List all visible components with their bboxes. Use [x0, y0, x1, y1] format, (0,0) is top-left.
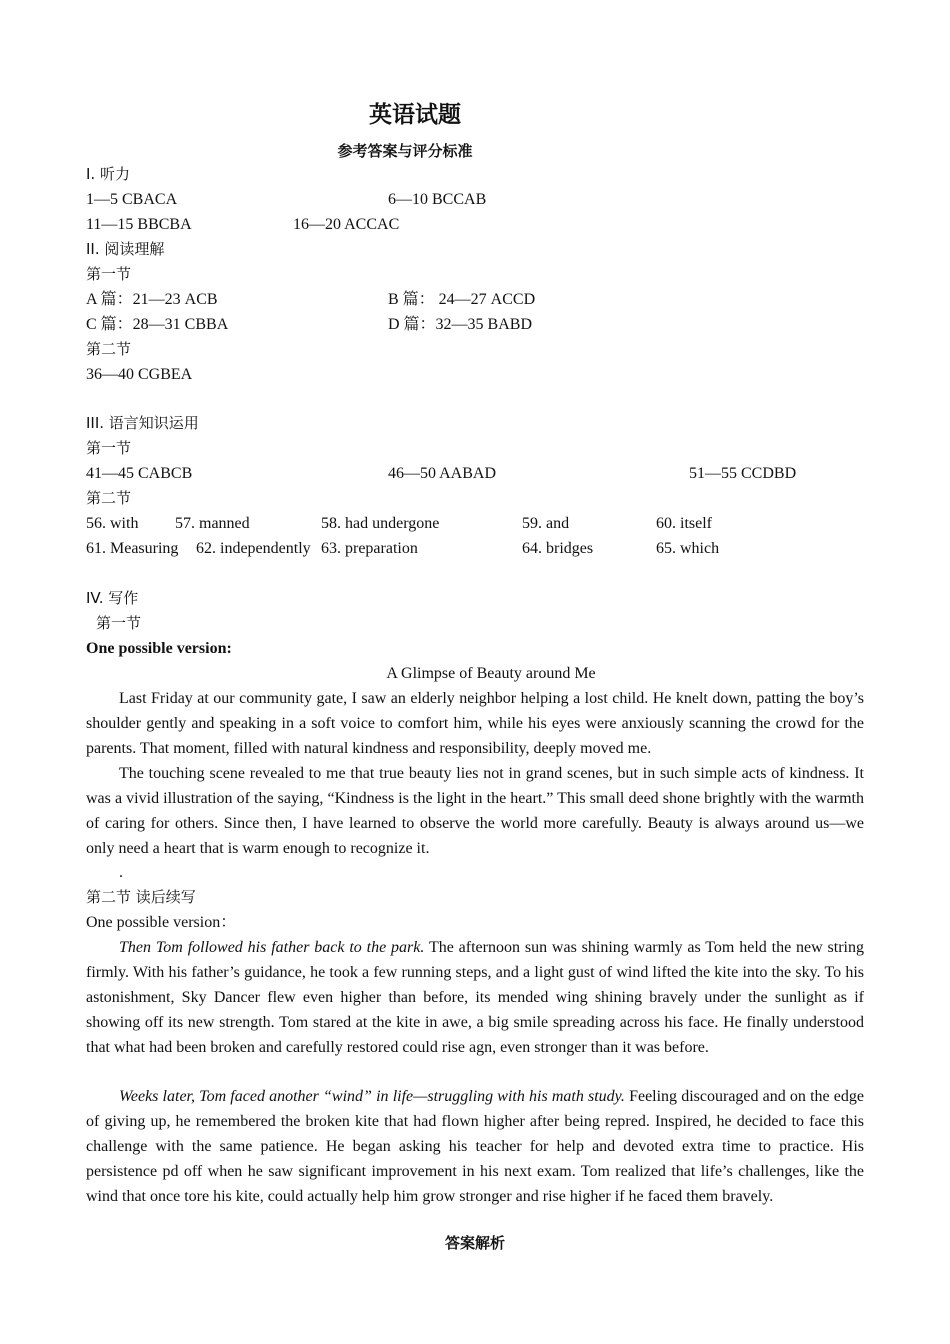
- language-row: [86, 461, 864, 486]
- writing-section2: 第二节 读后续写: [86, 888, 196, 906]
- story-body: Feeling discouraged and on the edge of giving up, he remembered the broken kite that had flown higher after being repred. Inspired, he decided to face this challenge with the same patience. He began asking his teacher for help and devoted extra time to practice. His persistence pd off when he saw significant improvement in his next exam. Tom realized that life’s challenges, like the wind that once tore his kite, could actually help him grow stronger and rise higher if he faced them bravely.: [86, 1088, 864, 1205]
- answer-cell: A 篇：21—23 ACB: [86, 291, 218, 308]
- version-label: One possible version:: [86, 640, 232, 657]
- answer-cell: 46—50 AABAD: [388, 465, 497, 482]
- stray-dot: .: [119, 864, 123, 881]
- reading-heading: II. 阅读理解: [86, 240, 165, 258]
- answer-cell: 41—45 CABCB: [86, 465, 193, 482]
- answer-cell: C 篇：28—31 CBBA: [86, 316, 229, 333]
- page-title: 英语试题: [369, 102, 461, 128]
- fill-row: [86, 511, 864, 536]
- page-subtitle: 参考答案与评分标准: [337, 142, 473, 160]
- essay-paragraph-2: The touching scene revealed to me that true beauty lies not in grand scenes, but in such simple acts of kindness. It was a vivid illustration of the saying, “Kindness is the light in the heart.” This small deed shone brightly with the warmth of caring for others. Since then, I have learned to observe the world more carefully. Beauty is always around us—we only need a heart that is warm enough to recognize it.: [86, 765, 864, 857]
- fill-row: [86, 536, 864, 561]
- story-paragraph-1: [86, 935, 864, 1060]
- writing-section1: 第一节: [96, 614, 142, 632]
- answer-cell: 57. manned: [175, 515, 250, 532]
- answer-cell: 58. had undergone: [321, 515, 440, 532]
- analysis-heading: 答案解析: [444, 1234, 505, 1252]
- story-lead-sentence: Then Tom followed his father back to the park.: [119, 939, 425, 956]
- reading-section2: 第二节: [86, 340, 132, 358]
- answer-cell: 16—20 ACCAC: [293, 216, 400, 233]
- listening-row: [86, 187, 864, 212]
- answer-cell: 6—10 BCCAB: [388, 191, 487, 208]
- reading-row: [86, 287, 864, 312]
- answer-cell: 11—15 BBCBA: [86, 216, 192, 233]
- answer-cell: 65. which: [656, 540, 720, 557]
- language-heading: III. 语言知识运用: [86, 414, 199, 432]
- essay-title: A Glimpse of Beauty around Me: [386, 665, 596, 682]
- essay-paragraph-1: Last Friday at our community gate, I saw an elderly neighbor helping a lost child. He knelt down, patting the boy’s shoulder gently and speaking in a soft voice to comfort him, while his eyes were anxiously scanning the crowd for the parents. That moment, filled with natural kindness and responsibility, deeply moved me.: [86, 690, 864, 757]
- answer-cell: 56. with: [86, 515, 139, 532]
- answer-cell: 60. itself: [656, 515, 712, 532]
- answer-cell: 59. and: [522, 515, 570, 532]
- story-body: The afternoon sun was shining warmly as Tom held the new string firmly. With his father’s guidance, he took a few running steps, and a light gust of wind lifted the kite into the sky. To his astonishment, Sky Dancer flew even higher than before, its mended wing shining bravely under the sunlight as if showing off its new strength. Tom stared at the kite in awe, a big smile spreading across his face. He finally understood that what had been broken and carefully restored could rise agn, even stronger than it was before.: [86, 939, 864, 1056]
- reading-row: [86, 312, 864, 337]
- reading-section1: 第一节: [86, 265, 132, 283]
- answer-cell: 51—55 CCDBD: [689, 465, 797, 482]
- answer-cell: 62. independently: [196, 540, 311, 557]
- language-section2: 第二节: [86, 489, 132, 507]
- writing-heading: IV. 写作: [86, 589, 139, 607]
- version-label-2: One possible version：: [86, 914, 237, 931]
- language-section1: 第一节: [86, 439, 132, 457]
- answer-cell: B 篇： 24—27 ACCD: [388, 291, 536, 308]
- reading-section2-answer: 36—40 CGBEA: [86, 366, 193, 383]
- listening-row: [86, 212, 864, 237]
- answer-cell: 64. bridges: [522, 540, 594, 557]
- listening-heading: I. 听力: [86, 165, 130, 183]
- answer-cell: 63. preparation: [321, 540, 418, 557]
- story-lead-sentence: Weeks later, Tom faced another “wind” in life—struggling with his math study.: [119, 1088, 625, 1105]
- story-paragraph-2: [86, 1084, 864, 1209]
- answer-cell: D 篇：32—35 BABD: [388, 316, 533, 333]
- answer-cell: 1—5 CBACA: [86, 191, 178, 208]
- answer-cell: 61. Measuring: [86, 540, 179, 557]
